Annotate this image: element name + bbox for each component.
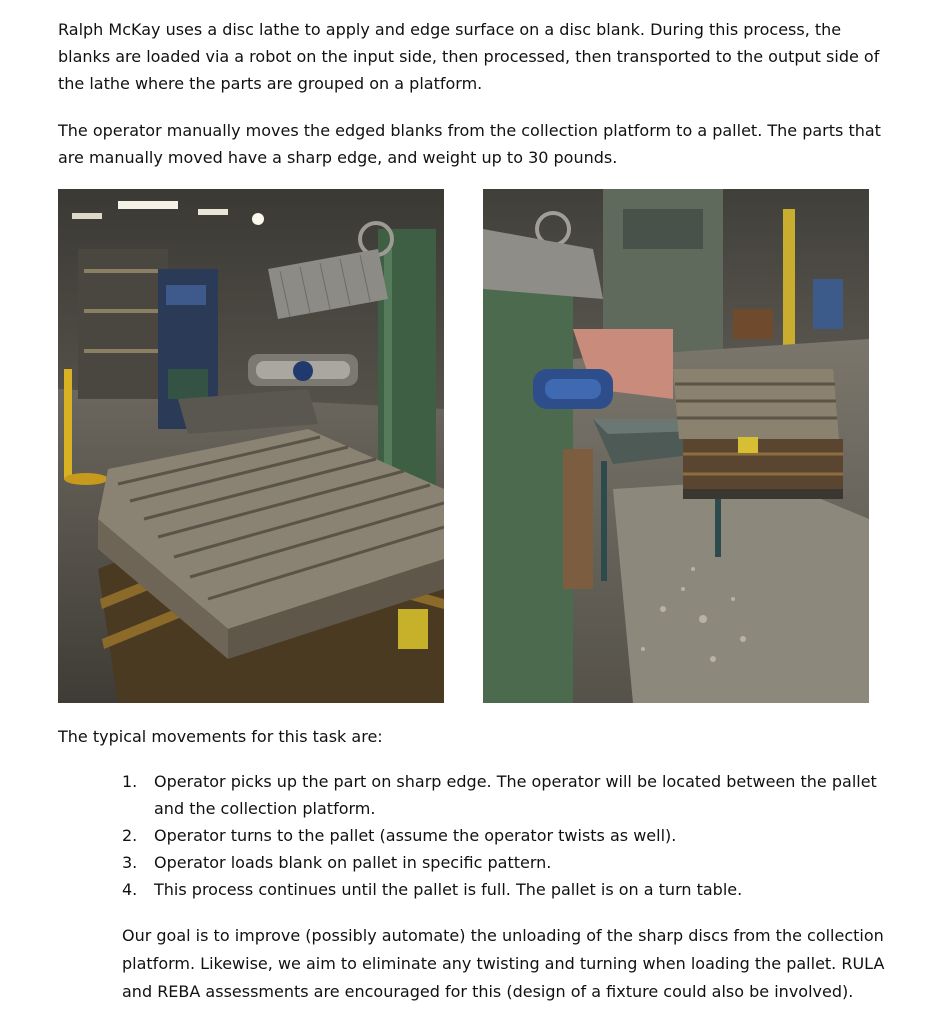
- list-item: [122, 768, 892, 822]
- movements-list: [122, 768, 892, 903]
- collection-platform-image: [483, 189, 869, 703]
- goal-paragraph: Our goal is to improve (possibly automate) the unloading of the sharp discs from the collection platform. Likewise, we aim to eliminate any twisting and turning when loading the pallet. RULA and REBA assessments are encouraged for this (design of a fixture could also be involved).: [122, 926, 885, 1001]
- list-item-number: 3.: [122, 853, 138, 872]
- list-item-text: Operator picks up the part on sharp edge. The operator will be located between the pallet and the collection platform.: [154, 772, 877, 818]
- list-item: [122, 822, 892, 849]
- list-item: [122, 849, 892, 876]
- list-item: [122, 876, 892, 903]
- list-item-text: Operator loads blank on pallet in specific pattern.: [154, 853, 552, 872]
- movements-heading: The typical movements for this task are:: [58, 727, 383, 746]
- list-item-number: 2.: [122, 826, 138, 845]
- list-item-number: 1.: [122, 772, 138, 791]
- intro-paragraph-1: Ralph McKay uses a disc lathe to apply and edge surface on a disc blank. During this process, the blanks are loaded via a robot on the input side, then processed, then transported to the output side of the lathe where the parts are grouped on a platform.: [58, 20, 880, 93]
- lathe-pallet-image: [58, 189, 444, 703]
- intro-paragraph-2: The operator manually moves the edged blanks from the collection platform to a pallet. The parts that are manually moved have a sharp edge, and weight up to 30 pounds.: [58, 121, 881, 167]
- list-item-text: Operator turns to the pallet (assume the operator twists as well).: [154, 826, 677, 845]
- list-item-number: 4.: [122, 880, 138, 899]
- list-item-text: This process continues until the pallet is full. The pallet is on a turn table.: [154, 880, 743, 899]
- lathe-pallet-photo: [58, 189, 444, 703]
- collection-platform-photo: [483, 189, 869, 703]
